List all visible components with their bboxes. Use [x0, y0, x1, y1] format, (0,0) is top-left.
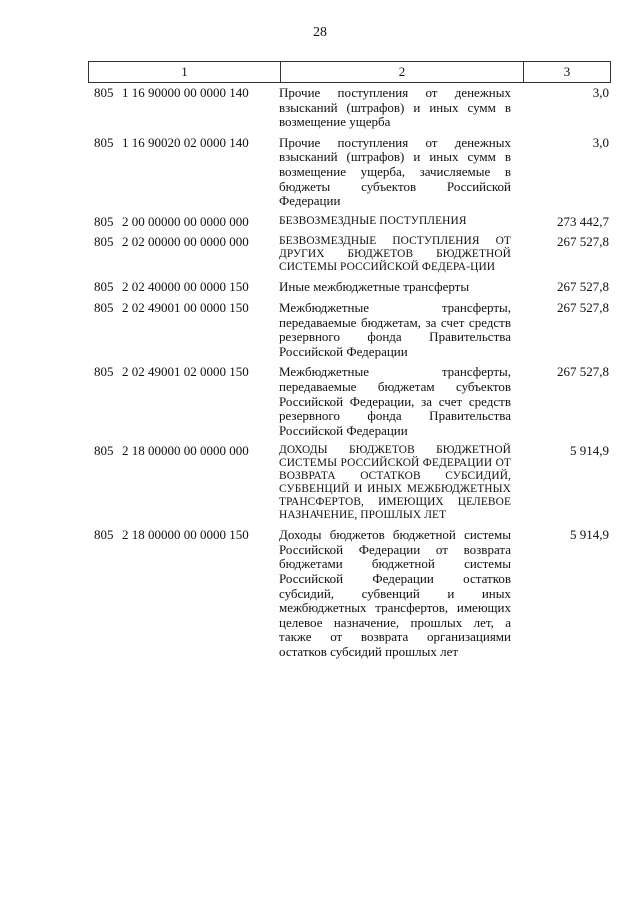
budget-code: 2 02 40000 00 0000 150 — [122, 279, 249, 295]
table-row — [88, 86, 611, 130]
admin-code: 805 — [94, 134, 114, 150]
budget-code: 1 16 90000 00 0000 140 — [122, 85, 249, 100]
budget-code: 2 18 00000 00 0000 000 — [122, 443, 249, 459]
amount: 5 914,9 — [570, 527, 609, 543]
admin-code: 805 — [94, 85, 114, 100]
amount: 3,0 — [592, 134, 609, 150]
table-row — [88, 235, 611, 274]
budget-code: 1 16 90020 02 0000 140 — [122, 134, 249, 150]
column-header-1: 1 — [89, 62, 281, 82]
table-row — [88, 215, 611, 230]
revenue-name: Прочие поступления от денежных взысканий (штрафов) и иных сумм в возмещение ущерба — [279, 85, 511, 130]
amount: 267 527,8 — [557, 299, 609, 315]
revenue-name: Доходы бюджетов бюджетной системы Российской Федерации от возврата бюджетами бюджетной системы Российской Федерации остатков субсидий, субвенций и иных межбюджетных трансфертов, имеющих целевое назначение, прошлых лет, а также от возврата организациями остатков субсидий прошлых лет — [279, 527, 511, 660]
amount: 273 442,7 — [557, 213, 609, 229]
budget-code: 2 02 00000 00 0000 000 — [122, 234, 249, 250]
admin-code: 805 — [94, 364, 114, 380]
revenue-name: Межбюджетные трансферты, передаваемые бюджетам субъектов Российской Федерации, за счет средств резервного фонда Правительства Российской Федерации — [279, 364, 511, 438]
amount: 5 914,9 — [570, 443, 609, 459]
admin-code: 805 — [94, 234, 114, 250]
table-row — [88, 301, 611, 359]
table-row — [88, 365, 611, 438]
table-header — [88, 61, 611, 83]
amount: 3,0 — [592, 85, 609, 100]
budget-code: 2 02 49001 02 0000 150 — [122, 364, 249, 380]
table-body — [88, 86, 611, 666]
page-number: 28 — [313, 25, 327, 40]
budget-code: 2 18 00000 00 0000 150 — [122, 527, 249, 543]
table-row — [88, 280, 611, 295]
admin-code: 805 — [94, 299, 114, 315]
amount: 267 527,8 — [557, 279, 609, 295]
revenue-name: Прочие поступления от денежных взысканий (штрафов) и иных сумм в возмещение ущерба, зачисляемые в бюджеты субъектов Российской Федерации — [279, 134, 511, 209]
revenue-name: БЕЗВОЗМЕЗДНЫЕ ПОСТУПЛЕНИЯ ОТ ДРУГИХ БЮДЖЕТОВ БЮДЖЕТНОЙ СИСТЕМЫ РОССИЙСКОЙ ФЕДЕРА-ЦИИ — [279, 235, 511, 274]
revenue-name: Иные межбюджетные трансферты — [279, 279, 470, 295]
column-header-3: 3 — [563, 64, 571, 79]
revenue-name: Межбюджетные трансферты, передаваемые бюджетам, за счет средств резервного фонда Правительства Российской Федерации — [279, 299, 511, 359]
table-row — [88, 528, 611, 659]
budget-code: 2 00 00000 00 0000 000 — [122, 213, 249, 229]
table-row — [88, 136, 611, 209]
column-header-2: 2 — [281, 62, 524, 82]
amount: 267 527,8 — [557, 364, 609, 380]
admin-code: 805 — [94, 279, 114, 295]
revenue-name: ДОХОДЫ БЮДЖЕТОВ БЮДЖЕТНОЙ СИСТЕМЫ РОССИЙСКОЙ ФЕДЕРАЦИИ ОТ ВОЗВРАТА ОСТАТКОВ СУБСИДИЙ, СУБВЕНЦИЙ И ИНЫХ МЕЖБЮДЖЕТНЫХ ТРАНСФЕРТОВ, ИМЕЮЩИХ ЦЕЛЕВОЕ НАЗНАЧЕНИЕ, ПРОШЛЫХ ЛЕТ — [279, 444, 511, 522]
amount: 267 527,8 — [557, 234, 609, 250]
admin-code: 805 — [94, 443, 114, 459]
budget-code: 2 02 49001 00 0000 150 — [122, 299, 249, 315]
table-row — [88, 444, 611, 522]
revenue-name: БЕЗВОЗМЕЗДНЫЕ ПОСТУПЛЕНИЯ — [279, 214, 467, 227]
admin-code: 805 — [94, 527, 114, 543]
admin-code: 805 — [94, 213, 114, 229]
